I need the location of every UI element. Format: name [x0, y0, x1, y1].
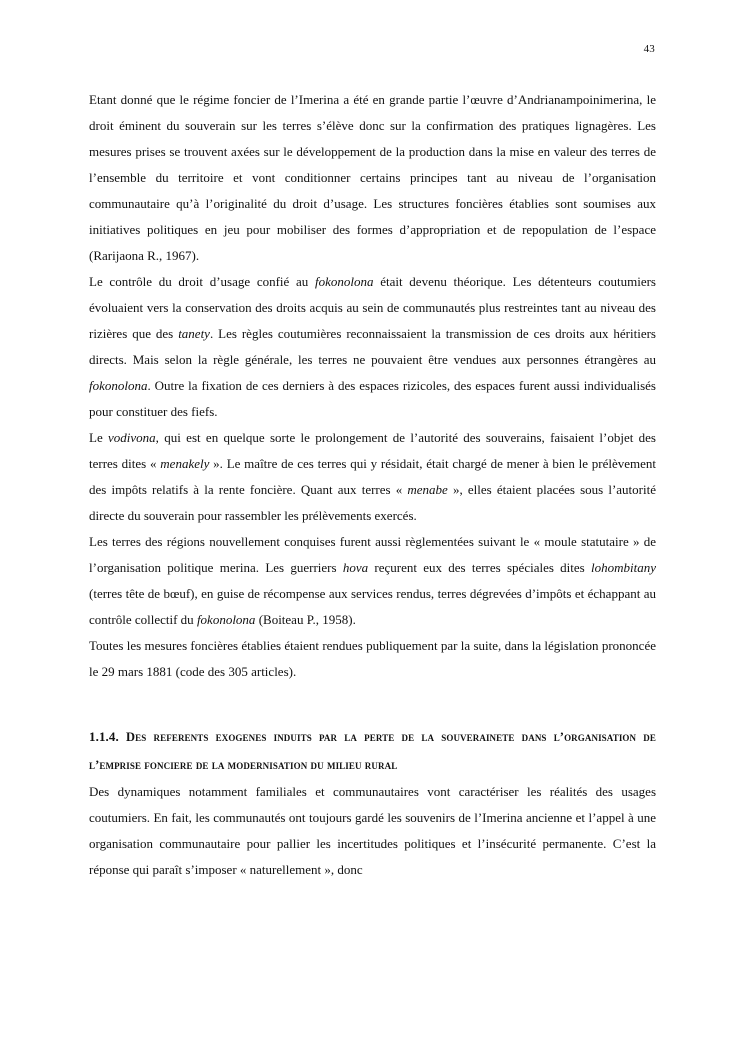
italic-term: vodivona,	[108, 430, 159, 445]
italic-term: hova	[342, 560, 369, 575]
paragraph	[89, 269, 656, 425]
text-run: », elles étaient placées sous l’autorité directe du souverain pour rassembler les prélèvements exercés.	[89, 482, 656, 523]
italic-term: fokonolona	[196, 612, 256, 627]
text-run: . Les règles coutumières reconnaissaient la transmission de ces droits aux héritiers directs. Mais selon la règle générale, les terres ne pouvaient être vendues aux personnes étrangères au	[89, 326, 656, 367]
italic-term: lohombitany	[591, 560, 656, 575]
text-run: reçurent eux des terres spéciales dites	[368, 560, 591, 575]
paragraphs	[89, 87, 656, 685]
text-run: ». Le maître de ces terres qui y résidait, était chargé de mener à bien le prélèvement des impôts relatifs à la rente foncière. Quant aux terres «	[89, 456, 657, 497]
text-run: était devenu théorique. Les détenteurs coutumiers évoluaient vers la conservation des droits acquis au sein de communautés plus restreintes tant au niveau des rizières que des	[89, 274, 656, 341]
text-run: (terres tête de bœuf), en guise de récompense aux services rendus, terres dégrevées d’impôts et échappant au contrôle collectif du	[89, 586, 656, 627]
paragraph	[89, 87, 656, 269]
paragraph	[89, 633, 656, 685]
text-run: Le contrôle du droit d’usage confié au	[89, 274, 316, 289]
paragraph	[89, 529, 656, 633]
italic-term: tanety	[178, 326, 210, 341]
section-title: Des referents exogenes induits par la perte de la souverainete dans l’organisation de l’emprise fonciere de la modernisation du milieu rural	[89, 730, 656, 772]
page-number: 43	[643, 43, 655, 55]
italic-term: fokonolona	[89, 378, 148, 393]
text-run: Etant donné que le régime foncier de l’Imerina a été en grande partie l’œuvre d’Andrianampoinimerina, le droit éminent du souverain sur les terres s’élève donc sur la confirmation des pratiques lignagères. Les mesures prises se trouvent axées sur le développement de la production dans la mise en valeur des terres de l’ensemble du territoire et vont conditionner certains principes tant au niveau de l’organisation communautaire qu’à l’originalité du droit d’usage. Les structures foncières établies sont soumises aux initiatives politiques en jeu pour mobiliser des formes d’appropriation et de repopulation de l’espace (Rarijaona R., 1967).	[89, 92, 656, 263]
text-run: . Outre la fixation de ces derniers à des espaces rizicoles, des espaces furent aussi individualisés pour constituer des fiefs.	[89, 378, 656, 419]
italic-term: menakely	[160, 456, 210, 471]
text-run: (Boiteau P., 1958).	[255, 612, 356, 627]
paragraph	[89, 425, 656, 529]
document-body	[89, 87, 656, 883]
italic-term: fokonolona	[315, 274, 374, 289]
text-run: qui est en quelque sorte le prolongement de l’autorité des souverains, faisaient l’objet des terres dites «	[89, 430, 656, 471]
section-spacer	[89, 685, 656, 723]
text-run: Le	[89, 430, 109, 445]
paragraph	[89, 779, 656, 883]
section-number: 1.1.4.	[89, 729, 119, 744]
text-run: Des dynamiques notamment familiales et communautaires vont caractériser les réalités des usages coutumiers. En fait, les communautés ont toujours gardé les souvenirs de l’Imerina ancienne et l’appel à une organisation communautaire pour pallier les incertitudes politiques et l’insécurité permanente. C’est la réponse qui paraît s’imposer « naturellement », donc	[89, 784, 656, 877]
section-paragraphs	[89, 779, 656, 883]
italic-term: menabe	[407, 482, 448, 497]
section-heading	[89, 723, 656, 779]
text-run: Les terres des régions nouvellement conquises furent aussi règlementées suivant le « moule statutaire » de l’organisation politique merina. Les guerriers	[89, 534, 656, 575]
text-run: Toutes les mesures foncières établies étaient rendues publiquement par la suite, dans la législation prononcée le 29 mars 1881 (code des 305 articles).	[89, 638, 656, 679]
